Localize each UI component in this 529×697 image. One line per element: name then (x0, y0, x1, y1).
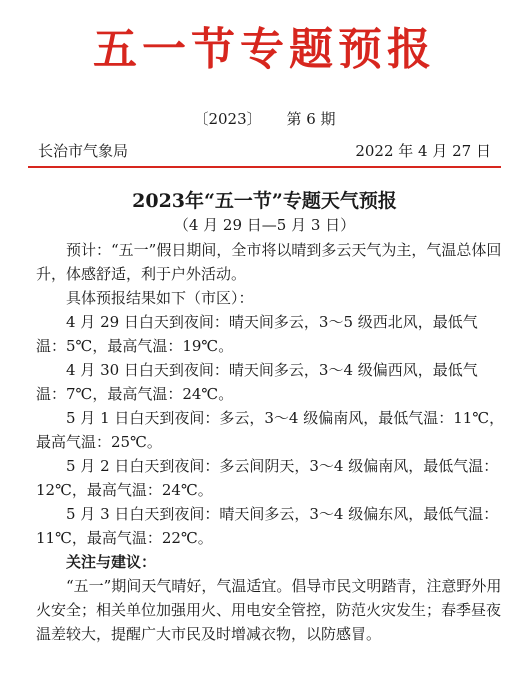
forecast-may-3: 5 月 3 日白天到夜间：晴天间多云，3～4 级偏东风，最低气温：11℃，最高气温：22℃。 (36, 505, 499, 547)
document-title: 2023年“五一节”专题天气预报 (132, 190, 397, 212)
paragraph-lead: 具体预报结果如下（市区）： (66, 289, 254, 307)
forecast-apr-30: 4 月 30 日白天到夜间：晴天间多云，3～4 级偏西风，最低气温：7℃，最高气温：24℃。 (36, 361, 478, 403)
forecast-may-2: 5 月 2 日白天到夜间：多云间阴天，3～4 级偏南风，最低气温：12℃，最高气温：24℃。 (36, 457, 499, 499)
issue-number: 第 6 期 (286, 110, 336, 128)
meta-row (38, 140, 491, 161)
issue-line (0, 108, 529, 129)
advice-text: “五一”期间天气晴好，气温适宜。倡导市民文明踏青，注意野外用火安全；相关单位加强用火、用电安全管控，防范火灾发生；春季昼夜温差较大，提醒广大市民及时增减衣物，以防感冒。 (36, 577, 502, 643)
masthead-title: 五一节专题预报 (93, 24, 436, 75)
red-divider (28, 166, 501, 168)
date-range: （4 月 29 日—5 月 3 日） (173, 216, 356, 234)
document-body (36, 238, 506, 646)
forecast-may-1: 5 月 1 日白天到夜间：多云，3～4 级偏南风，最低气温：11℃，最高气温：25℃。 (36, 409, 505, 451)
forecast-apr-29: 4 月 29 日白天到夜间：晴天间多云，3～5 级西北风，最低气温：5℃，最高气温：19℃。 (36, 313, 478, 355)
paragraph-intro: 预计：“五一”假日期间，全市将以晴到多云天气为主，气温总体回升，体感舒适，利于户外活动。 (36, 241, 502, 283)
issue-year: 〔2023〕 (193, 110, 262, 128)
advice-heading: 关注与建议： (66, 553, 157, 571)
publish-date: 2022 年 4 月 27 日 (355, 142, 491, 160)
publisher: 长治市气象局 (38, 142, 129, 160)
